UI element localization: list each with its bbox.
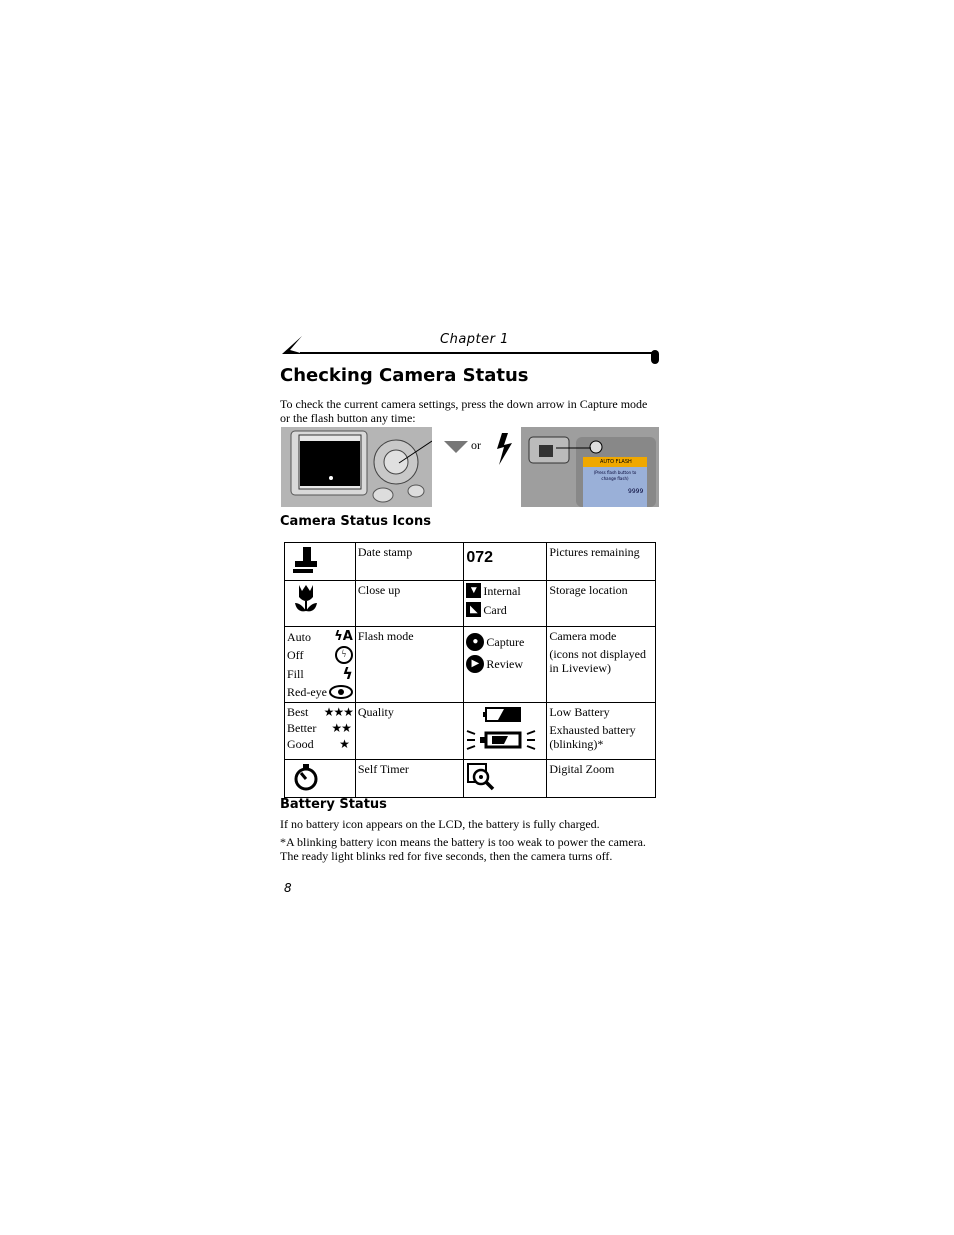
review-label: Review [486, 657, 524, 671]
flower-icon [291, 583, 321, 617]
red-eye-icon [329, 685, 353, 699]
better-label: Better [287, 721, 317, 735]
internal-label: Internal [483, 583, 521, 598]
camera-back-image [281, 427, 432, 507]
page-number: 8 [284, 881, 292, 895]
close-up-icon-cell [285, 581, 356, 627]
table-row [285, 581, 656, 627]
card-icon: ◣ [466, 602, 481, 617]
flash-button-icon [494, 433, 514, 465]
exhausted-battery-label: Exhausted battery (blinking)* [549, 723, 636, 751]
self-timer-label: Self Timer [355, 760, 464, 798]
flash-mode-label: Flash mode [355, 627, 464, 703]
flash-off-icon: ϟ [335, 646, 353, 664]
card-label: Card [483, 602, 507, 617]
page-title: Checking Camera Status [280, 365, 529, 386]
table-row [285, 543, 656, 581]
lcd-auto-flash: AUTO FLASH [600, 459, 632, 465]
internal-row [466, 583, 544, 598]
pictures-count: 072 [466, 549, 494, 566]
storage-icons-cell [464, 581, 547, 627]
flash-redeye-label: Red-eye [287, 684, 327, 699]
flash-icons-cell [285, 627, 356, 703]
review-icon: ▶ [466, 655, 484, 673]
battery-labels-cell [547, 703, 656, 760]
digital-zoom-icon-cell [464, 760, 547, 798]
chapter-label: Chapter 1 [440, 332, 509, 347]
three-stars-icon: ★★★ [323, 705, 353, 719]
camera-mode-cell [547, 627, 656, 703]
exhausted-battery-icon [466, 728, 540, 754]
two-stars-icon: ★★ [331, 721, 353, 735]
or-label: or [471, 438, 481, 452]
table-row [285, 703, 656, 760]
status-icons-table [284, 542, 656, 798]
down-arrow-icon [444, 441, 468, 453]
capture-label: Capture [486, 635, 525, 649]
table-row [285, 627, 656, 703]
storage-location-label: Storage location [547, 581, 656, 627]
best-label: Best [287, 705, 309, 719]
good-label: Good [287, 737, 314, 751]
self-timer-icon [291, 762, 321, 792]
date-stamp-icon-cell [285, 543, 356, 581]
battery-icons-cell [464, 703, 547, 760]
table-row [285, 760, 656, 798]
date-stamp-icon [291, 545, 321, 575]
close-up-label: Close up [355, 581, 464, 627]
digital-zoom-label: Digital Zoom [547, 760, 656, 798]
capture-icon: ● [466, 633, 484, 651]
battery-paragraph-2: *A blinking battery icon means the battery is too weak to power the camera. The ready light blinks red for five seconds, then the camera turns off. [280, 835, 646, 863]
capture-row [466, 633, 544, 651]
pictures-remaining-label: Pictures remaining [547, 543, 656, 581]
internal-memory-icon: ▼ [466, 583, 481, 598]
header-rule-end [651, 350, 659, 364]
magnifier-icon [466, 762, 496, 792]
camera-mode-note: (icons not displayed in Liveview) [549, 647, 646, 675]
low-battery-label: Low Battery [549, 705, 610, 719]
low-battery-icon [466, 705, 540, 725]
flash-fill-label: Fill [287, 666, 304, 681]
flash-auto-label: Auto [287, 629, 311, 644]
lcd-hint: (Press flash button to change flash) [593, 470, 637, 481]
pictures-count-cell [464, 543, 547, 581]
intro-text: To check the current camera settings, press the down arrow in Capture mode or the flash button any time: [280, 397, 648, 425]
battery-heading: Battery Status [280, 797, 387, 812]
flash-off-label: Off [287, 647, 304, 662]
battery-paragraph-1: If no battery icon appears on the LCD, the battery is fully charged. [280, 817, 600, 831]
flash-fill-icon: ϟ [342, 663, 353, 683]
camera-mode-icons-cell [464, 627, 547, 703]
self-timer-icon-cell [285, 760, 356, 798]
quality-label: Quality [355, 703, 464, 760]
one-star-icon: ★ [339, 737, 353, 751]
review-row [466, 655, 544, 673]
flash-auto-icon: ϟA [334, 628, 353, 644]
camera-mode-label: Camera mode [549, 629, 617, 643]
card-row [466, 602, 544, 617]
lcd-count: 9999 [628, 488, 644, 495]
header-rule [300, 352, 656, 354]
quality-icons-cell [285, 703, 356, 760]
date-stamp-label: Date stamp [355, 543, 464, 581]
camera-flash-image [521, 427, 659, 507]
icons-heading: Camera Status Icons [280, 514, 431, 529]
